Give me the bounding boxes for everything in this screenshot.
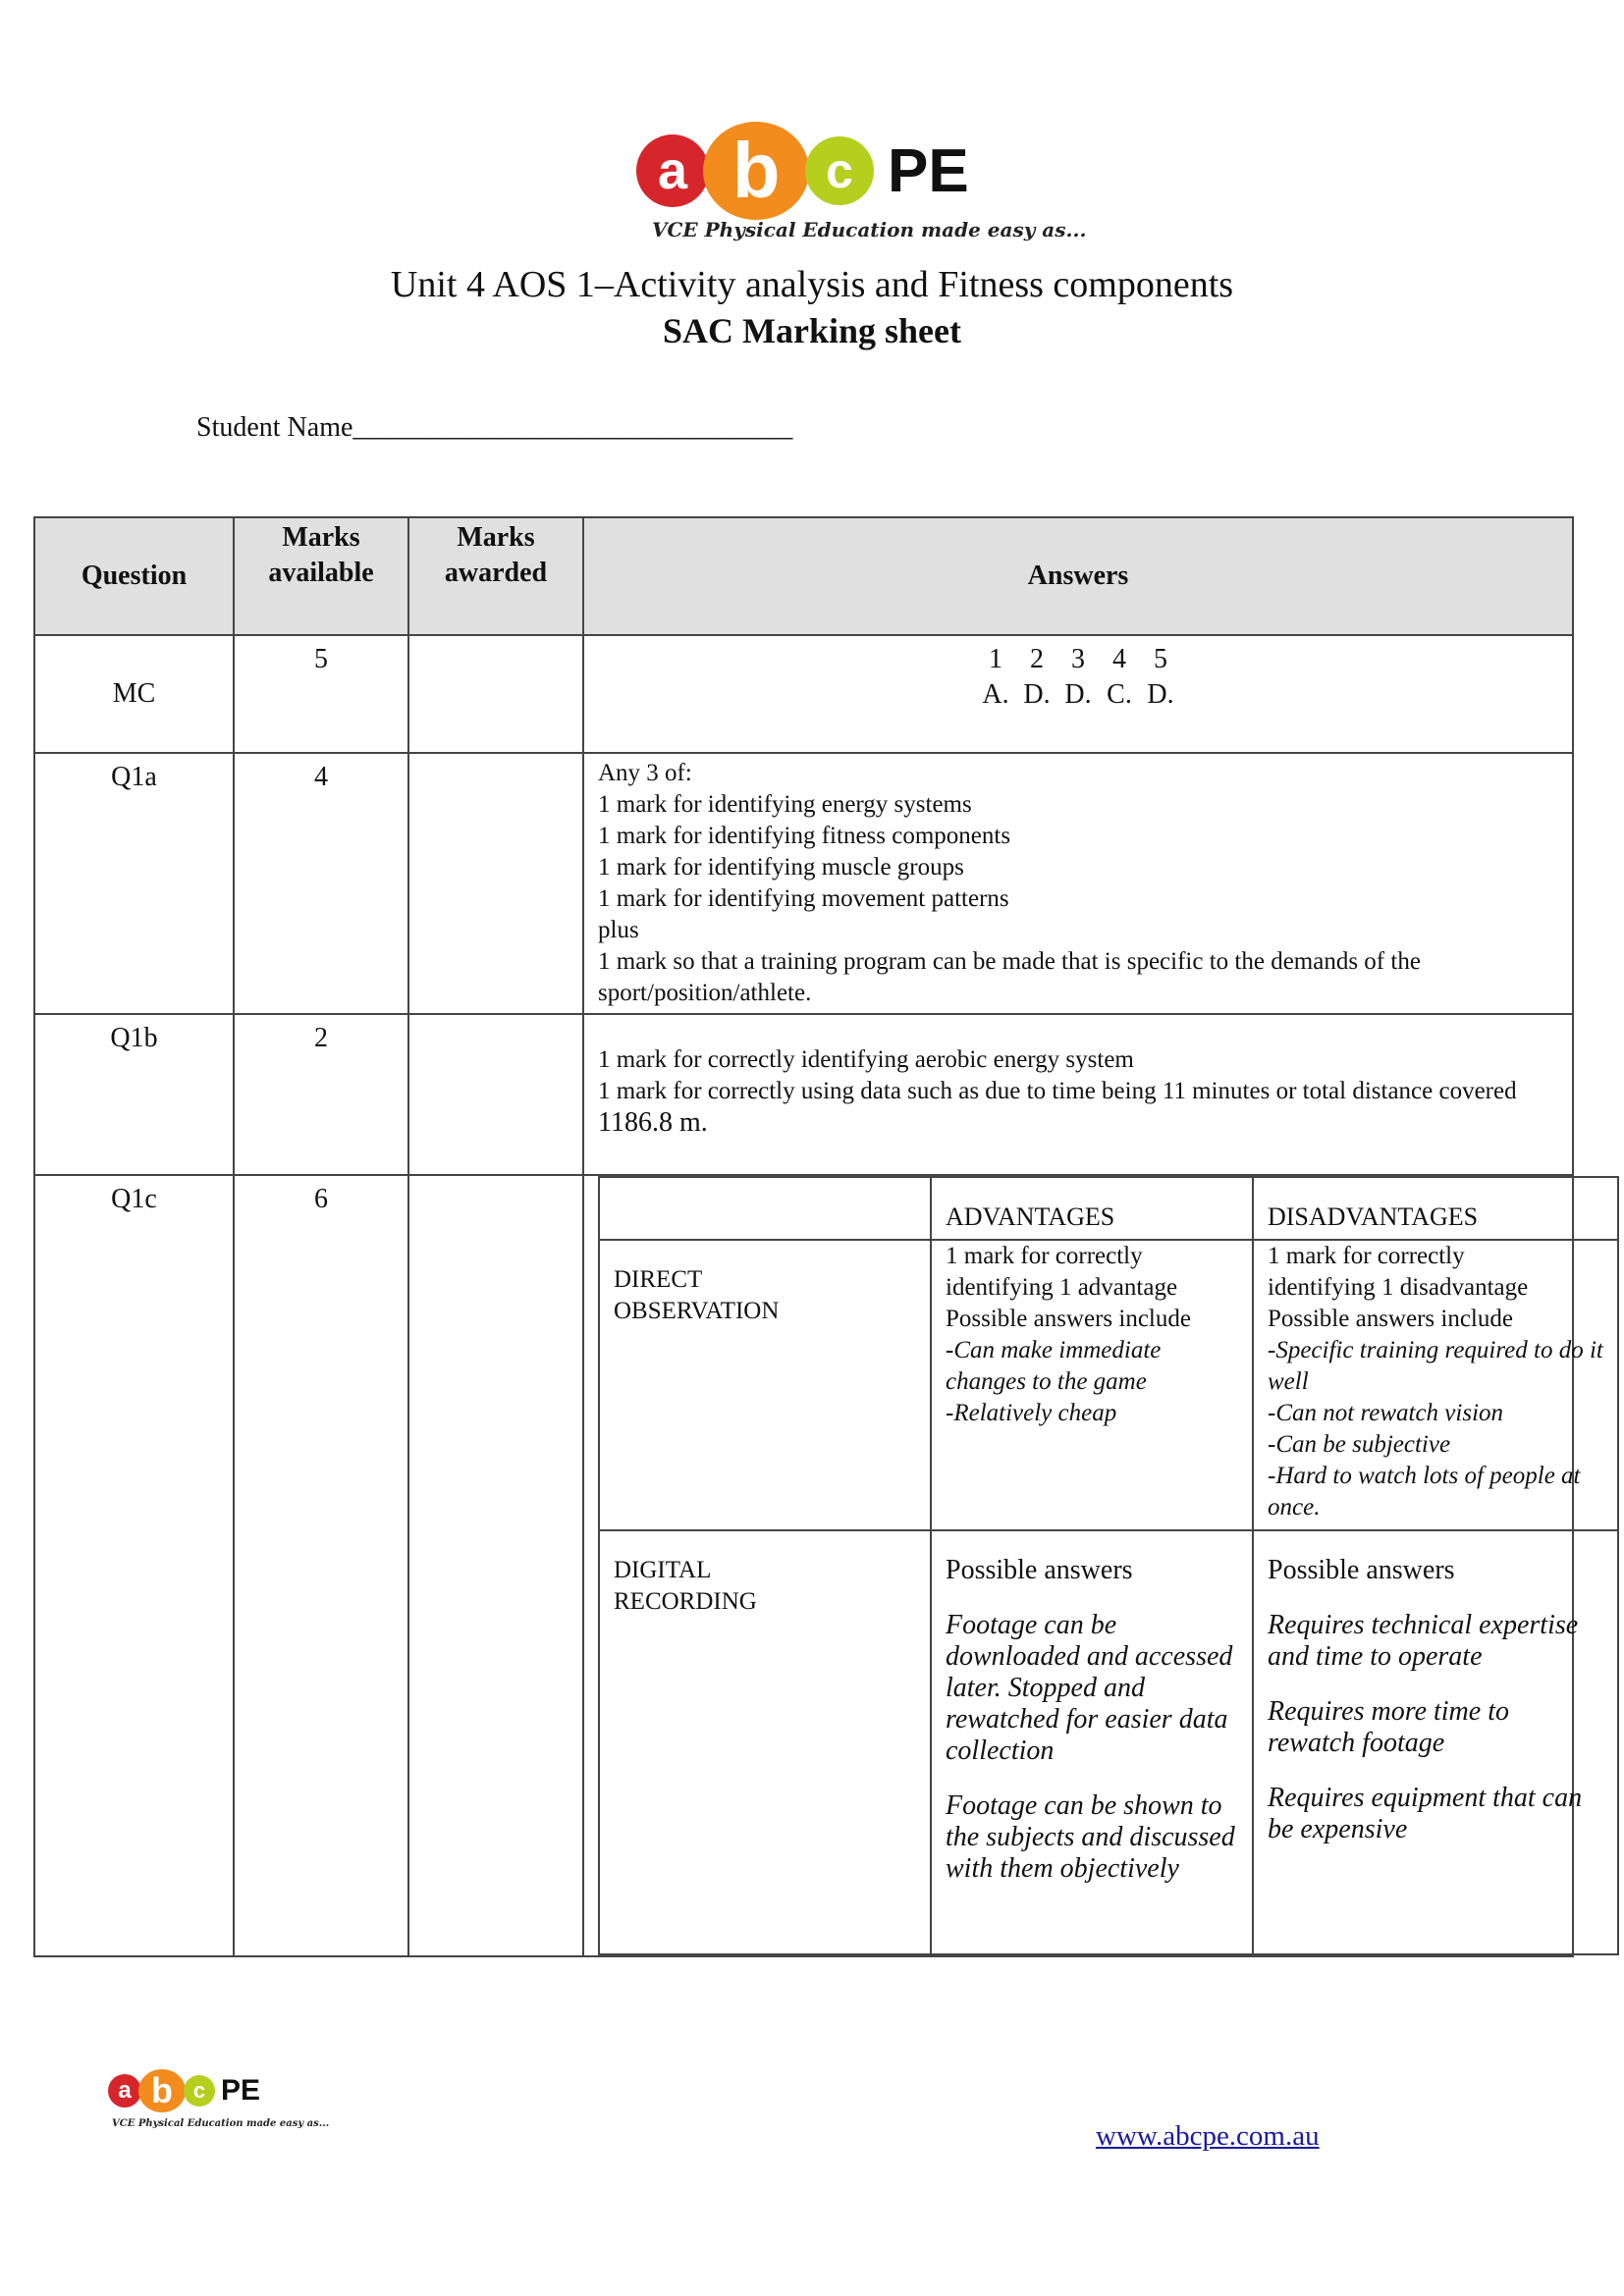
answer-line: 1 mark for correctly bbox=[946, 1243, 1143, 1269]
answer-line: Possible answers bbox=[1268, 1555, 1455, 1585]
page-title: Unit 4 AOS 1–Activity analysis and Fitness components bbox=[390, 264, 1234, 305]
answer-item: -Specific training required to do it well bbox=[1268, 1337, 1603, 1395]
mc-number: 3 bbox=[1071, 644, 1085, 674]
header-marks-awarded-line2: awarded bbox=[444, 558, 548, 588]
q1b-answers bbox=[583, 1014, 1573, 1175]
direct-label-line1: DIRECT bbox=[614, 1266, 703, 1293]
answer-item: Requires equipment that can be expensive bbox=[1268, 1783, 1583, 1844]
mc-number: 2 bbox=[1030, 644, 1044, 674]
logo-brand: PE bbox=[888, 136, 969, 205]
mc-letter: D. bbox=[1064, 679, 1092, 710]
answer-line: Any 3 of: bbox=[598, 760, 692, 786]
answer-line: plus bbox=[598, 917, 639, 943]
table-row bbox=[34, 1175, 1573, 1956]
table-row bbox=[34, 1014, 1573, 1175]
spacer bbox=[1268, 1673, 1603, 1696]
logo-brand: PE bbox=[221, 2074, 261, 2107]
answer-line bbox=[598, 1076, 1558, 1140]
logo-b: b bbox=[703, 122, 809, 220]
answer-item: -Hard to watch lots of people at once. bbox=[1268, 1463, 1581, 1521]
footer-tagline: VCE Physical Education made easy as... bbox=[112, 2118, 330, 2129]
answer-item: Footage can be shown to the subjects and discussed with them objectively bbox=[946, 1790, 1235, 1884]
mc-letter: D. bbox=[1023, 679, 1051, 710]
footer-logo bbox=[108, 2069, 260, 2112]
direct-disadvantages bbox=[1253, 1240, 1618, 1530]
spacer bbox=[946, 1586, 1238, 1610]
mc-number: 5 bbox=[1154, 644, 1167, 674]
answer-item: Footage can be downloaded and accessed later. Stopped and rewatched for easier data collection bbox=[946, 1610, 1233, 1766]
header-marks-available-line2: available bbox=[268, 558, 374, 588]
mc-marks: 5 bbox=[234, 635, 408, 753]
answer-item: -Relatively cheap bbox=[946, 1400, 1117, 1426]
logo-b: b bbox=[138, 2069, 186, 2112]
header-marks-available-line1: Marks bbox=[282, 522, 360, 553]
q1a-answers bbox=[583, 753, 1573, 1014]
mc-letter: C. bbox=[1107, 679, 1132, 710]
answer-line: identifying 1 disadvantage bbox=[1268, 1274, 1529, 1301]
direct-observation-label bbox=[599, 1240, 931, 1530]
answer-item: Requires more time to rewatch footage bbox=[1268, 1696, 1509, 1758]
table-row bbox=[34, 753, 1573, 1014]
page-subtitle: SAC Marking sheet bbox=[663, 311, 961, 350]
header-row bbox=[34, 517, 1573, 635]
header-logo bbox=[636, 122, 969, 220]
answer-text: 1 mark for correctly using data such as due to time being 11 minutes or total distance covered bbox=[598, 1078, 1517, 1104]
answer-line: 1 mark so that a training program can be made that is specific to the demands of the sport/position/athlete. bbox=[598, 948, 1421, 1006]
digital-recording-row bbox=[599, 1530, 1618, 1954]
mc-number: 4 bbox=[1112, 644, 1126, 674]
answer-line: identifying 1 advantage bbox=[946, 1274, 1178, 1301]
q1c-awarded[interactable] bbox=[408, 1175, 583, 1956]
mc-answers bbox=[583, 635, 1573, 753]
q1a-question: Q1a bbox=[34, 753, 234, 1014]
q1b-awarded[interactable] bbox=[408, 1014, 583, 1175]
mc-number: 1 bbox=[989, 644, 1002, 674]
mc-question: MC bbox=[34, 635, 234, 753]
direct-observation-row bbox=[599, 1240, 1618, 1530]
logo-tagline: VCE Physical Education made easy as... bbox=[652, 218, 1087, 241]
q1b-question: Q1b bbox=[34, 1014, 234, 1175]
mc-letter: D. bbox=[1147, 679, 1174, 710]
mc-numbers bbox=[584, 642, 1572, 677]
comparison-corner bbox=[599, 1177, 931, 1240]
comparison-header-row bbox=[599, 1177, 1618, 1240]
answer-item: -Can make immediate changes to the game bbox=[946, 1337, 1162, 1395]
table-row bbox=[34, 635, 1573, 753]
website-link[interactable]: www.abcpe.com.au bbox=[1096, 2120, 1320, 2152]
logo-a: a bbox=[108, 2074, 141, 2108]
spacer bbox=[946, 1767, 1238, 1790]
answer-item: -Can be subjective bbox=[1268, 1431, 1451, 1458]
header-marks-awarded bbox=[408, 517, 583, 635]
q1a-awarded[interactable] bbox=[408, 753, 583, 1014]
q1c-comparison-table bbox=[598, 1176, 1619, 1955]
distance-value: 1186.8 m. bbox=[598, 1107, 708, 1138]
q1c-answers bbox=[583, 1175, 1603, 1956]
answer-line: 1 mark for identifying fitness components bbox=[598, 823, 1011, 849]
mc-letter: A. bbox=[982, 679, 1009, 710]
direct-label-line2: OBSERVATION bbox=[614, 1298, 780, 1324]
logo-a: a bbox=[636, 134, 709, 207]
header-marks-awarded-line1: Marks bbox=[457, 522, 535, 553]
answer-line: 1 mark for identifying movement patterns bbox=[598, 885, 1009, 912]
student-name-field: Student Name________________________________ bbox=[196, 412, 793, 443]
direct-advantages bbox=[931, 1240, 1253, 1530]
logo-c: c bbox=[805, 136, 874, 205]
answer-item: Requires technical expertise and time to operate bbox=[1268, 1610, 1579, 1672]
spacer bbox=[1268, 1759, 1603, 1783]
answer-line: 1 mark for identifying energy systems bbox=[598, 791, 972, 818]
answer-line: Possible answers include bbox=[946, 1306, 1191, 1332]
marking-table bbox=[33, 516, 1603, 1957]
header-answers: Answers bbox=[583, 517, 1573, 635]
q1c-marks: 6 bbox=[234, 1175, 408, 1956]
digital-advantages bbox=[931, 1530, 1253, 1954]
header-question: Question bbox=[34, 517, 234, 635]
mc-letters bbox=[584, 677, 1572, 713]
digital-recording-label bbox=[599, 1530, 931, 1954]
header-marks-available bbox=[234, 517, 408, 635]
q1c-question: Q1c bbox=[34, 1175, 234, 1956]
answer-item: -Can not rewatch vision bbox=[1268, 1400, 1504, 1426]
answer-line: 1 mark for correctly bbox=[1268, 1243, 1465, 1269]
spacer bbox=[1268, 1586, 1603, 1610]
digital-disadvantages bbox=[1253, 1530, 1618, 1954]
digital-label-line2: RECORDING bbox=[614, 1588, 757, 1615]
disadvantages-header: DISADVANTAGES bbox=[1253, 1177, 1618, 1240]
mc-awarded[interactable] bbox=[408, 635, 583, 753]
q1a-marks: 4 bbox=[234, 753, 408, 1014]
answer-line: Possible answers include bbox=[1268, 1306, 1513, 1332]
answer-line: 1 mark for correctly identifying aerobic energy system bbox=[598, 1046, 1134, 1073]
logo-c: c bbox=[184, 2075, 215, 2107]
advantages-header: ADVANTAGES bbox=[931, 1177, 1253, 1240]
q1b-marks: 2 bbox=[234, 1014, 408, 1175]
digital-label-line1: DIGITAL bbox=[614, 1557, 712, 1583]
answer-line: Possible answers bbox=[946, 1555, 1133, 1585]
answer-line: 1 mark for identifying muscle groups bbox=[598, 854, 964, 881]
